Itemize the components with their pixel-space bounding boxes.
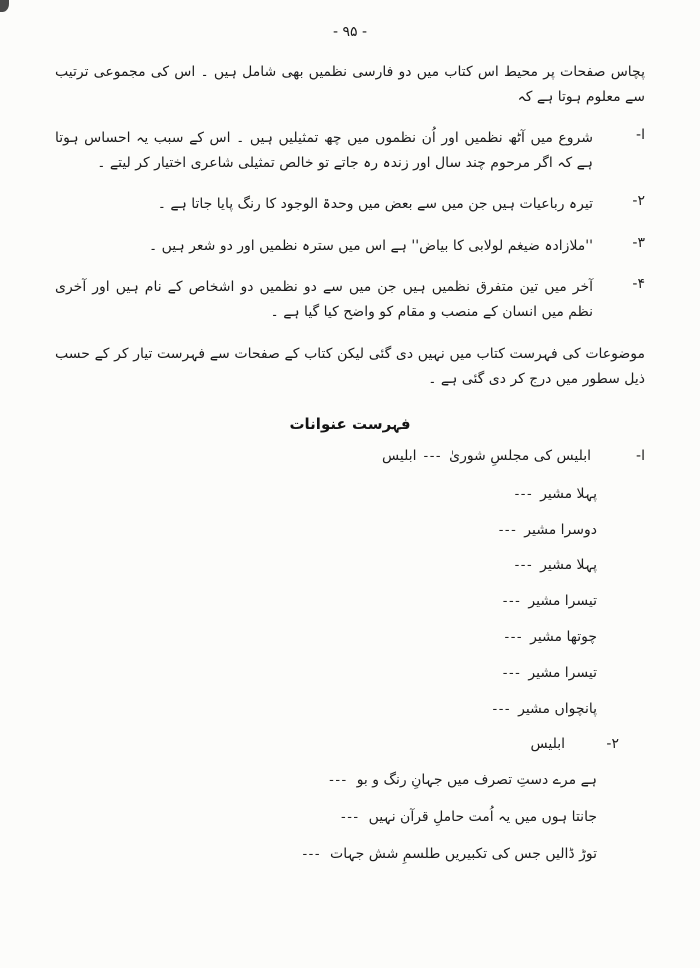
verse-text: توڑ ڈالیں جس کی تکبیریں طلسمِ شش جہات xyxy=(330,845,597,862)
toc-sub-entry xyxy=(55,698,597,721)
toc-entry-title: ابلیس کی مجلسِ شوریٰ xyxy=(449,448,591,464)
toc-entry-title-line xyxy=(382,445,591,469)
observation-row xyxy=(55,126,645,175)
sub-entry-label: دوسرا مشیر xyxy=(524,521,597,538)
observation-marker: ا- xyxy=(636,127,645,143)
sub-entry-dashes: --- xyxy=(502,594,522,610)
verse-dashes: --- xyxy=(302,846,322,862)
verse-line xyxy=(55,806,597,829)
toc-dashes: --- xyxy=(423,449,443,464)
toc-sub-entry xyxy=(55,590,597,613)
observation-text: آخر میں تین متفرق نظمیں ہیں جن میں سے دو نظمیں دو اشخاص کے نام ہیں اور آخری نظم میں انسان کے منصب و مقام کو واضح کیا گیا ہے ۔ xyxy=(55,279,593,320)
observation-row xyxy=(55,275,645,324)
observation-marker: ۲- xyxy=(632,193,645,209)
toc-sub-entry xyxy=(55,554,597,577)
toc-sub-entries xyxy=(55,483,645,721)
note-paragraph: موضوعات کی فہرست کتاب میں نہیں دی گئی لیکن کتاب کے صفحات سے فہرست تیار کر کے حسب ذیل سطور میں درج کر دی گئی ہے ۔ xyxy=(55,346,645,387)
toc-entry-speaker: ابلیس xyxy=(382,448,417,464)
verse-line xyxy=(55,843,597,866)
sub-entry-label: چوتھا مشیر xyxy=(530,628,597,645)
scan-smudge xyxy=(0,0,9,12)
toc-sub-entry xyxy=(55,519,597,542)
verse-dashes: --- xyxy=(341,809,360,825)
sub-entry-label: تیسرا مشیر xyxy=(528,593,597,610)
sub-entry-dashes: --- xyxy=(502,665,522,681)
toc-verse-lines xyxy=(55,769,645,865)
verse-line xyxy=(55,769,597,792)
section-heading: فہرست عنوانات xyxy=(289,415,411,433)
toc-item-marker: ۲- xyxy=(606,736,619,753)
observation-marker: ۴- xyxy=(632,276,645,292)
sub-entry-label: پہلا مشیر xyxy=(540,485,597,502)
observation-text: شروع میں آٹھ نظمیں اور اُن نظموں میں چھ تمثیلیں ہیں ۔ اس کے سبب یہ احساس ہوتا ہے کہ اگر مرحوم چند سال اور زندہ رہ جاتے تو خالص تمثیلی شاعری اختیار کر لیتے ۔ xyxy=(55,130,593,171)
observation-text: ''ملازادہ ضیغم لولابی کا بیاض'' ہے اس میں سترہ نظمیں اور دو شعر ہیں ۔ xyxy=(148,237,593,254)
sub-entry-dashes: --- xyxy=(514,486,534,502)
sub-entry-label: تیسرا مشیر xyxy=(528,664,597,681)
sub-entry-dashes: --- xyxy=(514,558,534,574)
toc-entry-1 xyxy=(55,445,645,469)
sub-entry-dashes: --- xyxy=(492,701,512,717)
toc-entry-title: ابلیس xyxy=(530,736,565,753)
verse-text: جانتا ہوں میں یہ اُمت حاملِ قرآن نہیں xyxy=(368,808,597,825)
sub-entry-dashes: --- xyxy=(504,629,524,645)
table-of-contents xyxy=(55,445,645,866)
verse-dashes: --- xyxy=(329,773,348,789)
toc-entry-title-line xyxy=(531,733,566,757)
sub-entry-label: پہلا مشیر xyxy=(540,557,597,574)
verse-text: ہے مرے دستِ تصرف میں جہانِ رنگ و بو xyxy=(356,772,597,789)
observation-row xyxy=(55,234,645,259)
toc-item-marker: ا- xyxy=(636,448,645,464)
sub-entry-dashes: --- xyxy=(498,522,518,538)
toc-sub-entry xyxy=(55,483,597,506)
sub-entry-label: پانچواں مشیر xyxy=(518,700,597,717)
toc-sub-entry xyxy=(55,662,597,685)
observations-list xyxy=(55,126,645,324)
observation-row xyxy=(55,192,645,217)
intro-paragraph: پچاس صفحات پر محیط اس کتاب میں دو فارسی نظمیں بھی شامل ہیں ۔ اس کی مجموعی ترتیب سے معلوم ہوتا ہے کہ xyxy=(55,64,645,105)
observation-text: تیرہ رباعیات ہیں جن میں سے بعض میں وحدۃ الوجود کا رنگ پایا جاتا ہے ۔ xyxy=(157,196,593,212)
toc-sub-entry xyxy=(55,626,597,649)
observation-marker: ۳- xyxy=(632,234,645,251)
toc-entry-2 xyxy=(55,733,645,757)
page-number: - ۹۵ - xyxy=(332,24,368,40)
